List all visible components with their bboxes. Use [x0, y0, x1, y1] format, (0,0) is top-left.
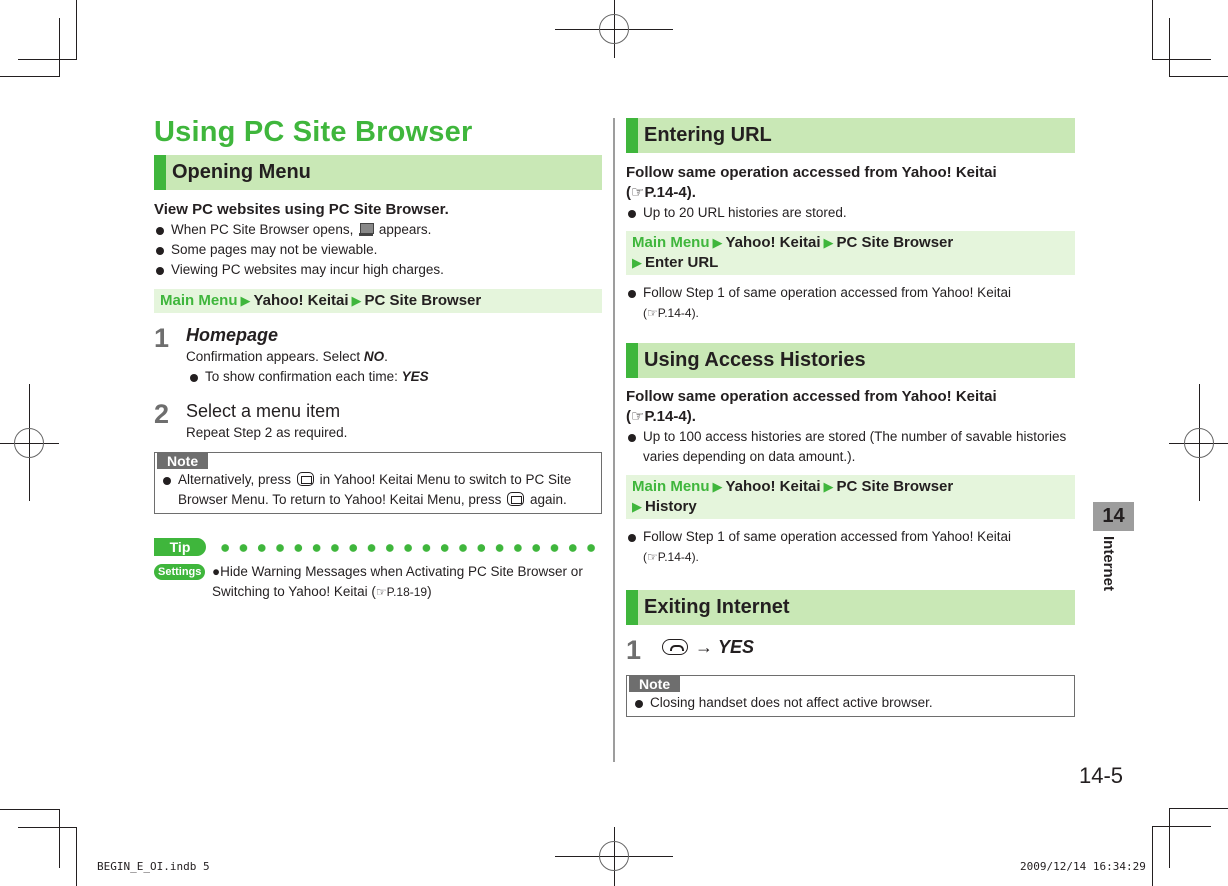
bullet-item: To show confirmation each time: YES	[188, 367, 602, 387]
note-box	[626, 675, 1075, 717]
page-reference: (☞P.14-4).	[626, 408, 696, 425]
access-histories-lead: Follow same operation accessed from Yahoo! Keitai	[626, 388, 997, 405]
triangle-right-icon: ▶	[712, 235, 723, 250]
tip-settings-item: Settings ●Hide Warning Messages when Activating PC Site Browser or Switching to Yahoo! Keitai (☞P.18-19)	[154, 562, 602, 602]
note-label: Note	[157, 453, 208, 469]
step-2	[154, 399, 602, 443]
breadcrumb: Main Menu ▶ Yahoo! Keitai ▶ PC Site Browser ▶ History	[626, 475, 1075, 519]
section-heading-opening-menu: Opening Menu	[154, 155, 602, 190]
step-number: 2	[154, 399, 170, 429]
step-number: 1	[626, 635, 642, 665]
page-number: 14-5	[1079, 763, 1124, 788]
triangle-right-icon: ▶	[632, 499, 642, 514]
breadcrumb-item: Yahoo! Keitai	[253, 292, 349, 309]
slug-datetime: 2009/12/14 16:34:29	[1020, 860, 1146, 873]
opening-menu-lead: View PC websites using PC Site Browser.	[154, 201, 449, 218]
triangle-right-icon: ▶	[240, 293, 251, 308]
section-heading-entering-url: Entering URL	[626, 118, 1075, 153]
column-divider	[613, 118, 615, 762]
arrow-icon: →	[695, 637, 714, 657]
right-column	[626, 118, 1075, 717]
settings-badge: Settings	[154, 564, 205, 580]
bullet-item: Up to 100 access histories are stored (The number of savable histories varies depending on data amount.).	[626, 427, 1075, 467]
page-reference: (☞P.14-4).	[643, 306, 699, 320]
breadcrumb: Main Menu ▶ Yahoo! Keitai ▶ PC Site Browser ▶ Enter URL	[626, 231, 1075, 275]
breadcrumb-item: PC Site Browser	[364, 292, 482, 309]
chapter-name: Internet	[1100, 536, 1117, 592]
step-title: Homepage	[186, 325, 279, 345]
triangle-right-icon: ▶	[823, 235, 834, 250]
breadcrumb	[154, 289, 602, 313]
left-column	[154, 112, 602, 602]
note-label: Note	[629, 676, 680, 692]
triangle-right-icon: ▶	[351, 293, 362, 308]
triangle-right-icon: ▶	[632, 255, 642, 270]
mail-key-icon	[507, 492, 524, 506]
bullet-item: Up to 20 URL histories are stored.	[626, 203, 1075, 223]
end-call-key-icon	[662, 639, 688, 655]
note-text: Alternatively, press in Yahoo! Keitai Menu to switch to PC Site Browser Menu. To return to Yahoo! Keitai Menu, press again.	[161, 470, 595, 510]
tip-header	[154, 538, 602, 558]
section-heading-exiting-internet: Exiting Internet	[626, 590, 1075, 625]
step-title: Select a menu item	[186, 401, 341, 421]
bullet-item: Follow Step 1 of same operation accessed from Yahoo! Keitai (☞P.14-4).	[626, 527, 1075, 567]
entering-url-lead: Follow same operation accessed from Yahoo! Keitai	[626, 164, 997, 181]
note-text: Closing handset does not affect active browser.	[633, 693, 1068, 713]
step-1	[154, 323, 602, 387]
step-number: 1	[154, 323, 170, 353]
triangle-right-icon: ▶	[712, 479, 723, 494]
page-reference: (☞P.14-4).	[643, 550, 699, 564]
bullet-item: Viewing PC websites may incur high charges.	[154, 260, 602, 280]
note-box	[154, 452, 602, 514]
tip-label: Tip	[154, 538, 206, 556]
page-title: Using PC Site Browser	[154, 116, 473, 148]
slug-filename: BEGIN_E_OI.indb 5	[97, 860, 210, 873]
dotted-rule	[216, 544, 602, 552]
step-text: Repeat Step 2 as required.	[186, 425, 348, 440]
triangle-right-icon: ▶	[823, 479, 834, 494]
page-reference: ☞P.18-19	[375, 585, 428, 599]
bullet-item: Follow Step 1 of same operation accessed from Yahoo! Keitai (☞P.14-4).	[626, 283, 1075, 323]
breadcrumb-item: Main Menu	[160, 292, 238, 309]
page-reference: (☞P.14-4).	[626, 184, 696, 201]
step-text: Confirmation appears. Select NO.	[186, 349, 388, 364]
bullet-item: Some pages may not be viewable.	[154, 240, 602, 260]
chapter-number-tab: 14	[1093, 502, 1134, 531]
exit-step-1: 1 → YES	[626, 635, 755, 665]
mail-key-icon	[297, 472, 314, 486]
bullet-item: When PC Site Browser opens, appears.	[154, 220, 602, 240]
pc-site-browser-icon	[359, 223, 373, 236]
section-heading-access-histories: Using Access Histories	[626, 343, 1075, 378]
